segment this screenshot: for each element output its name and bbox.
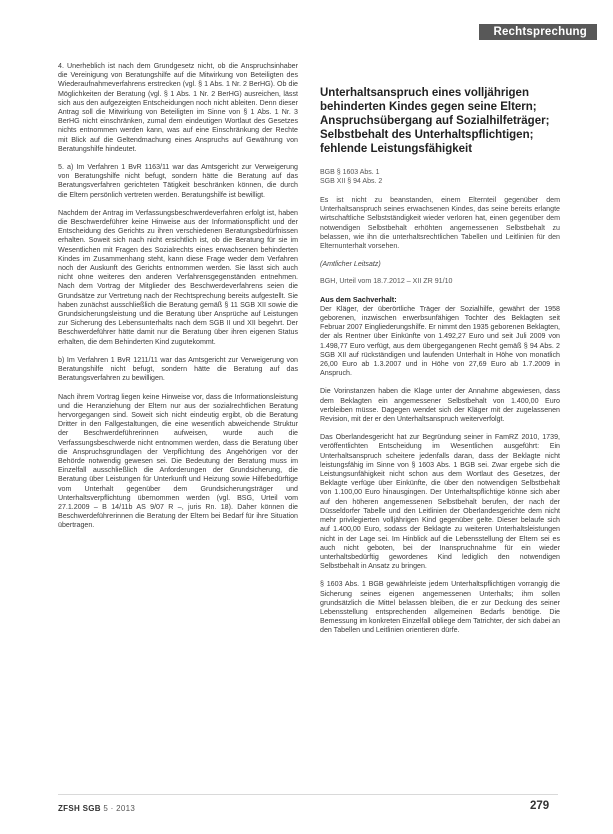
legal-reference: BGB § 1603 Abs. 1 (320, 169, 380, 176)
headnote-source: (Amtlicher Leitsatz) (320, 260, 381, 269)
paragraph: b) Im Verfahren 1 BvR 1211/11 war das Amtsgericht zur Verweigerung von Beratungshilfe nicht befugt, sondern hätte die Beratung auf das Beratungsverfahren zu bewilligen. (58, 355, 298, 383)
left-column (58, 62, 298, 540)
footer-divider (58, 794, 558, 795)
paragraph: Die Vorinstanzen haben die Klage unter der Annahme abgewiesen, dass dem Beklagten ein angemessener Selbstbehalt von 1.400,00 Euro verbleiben müsse. Dagegen wendet sich der Kläger mit der zugelassenen Revision, mit der er den Unterhaltsanspruch weiterverfolgt. (320, 387, 560, 424)
legal-reference: SGB XII § 94 Abs. 2 (320, 178, 383, 185)
section-tab: Rechtsprechung (479, 24, 597, 40)
journal-issue: 5 · 2013 (103, 804, 136, 813)
right-column (320, 86, 560, 645)
paragraph: 4. Unerheblich ist nach dem Grundgesetz nicht, ob die Anspruchsinhaber die Vereinigung von Beratungshilfe auf die Mitwirkung von Beteiligten des Wiederaufnahmeverfahrens erstrecken (vgl. § 1 Abs. 1 Nr. 2 BerHG). Ob die Möglichkeiten der Beratung (vgl. § 1 Abs. 1 Nr. 2 BerHG) ausreichen, lässt sich aus den aufgezeigten Entscheidungen noch nicht ableiten. Denn dieser Antrag soll die Mitwirkung von Beteiligten im Sinne von § 1 Abs. 1 Nr. 3 BerHG nicht einschränken, zumal dem eindeutigen Wortlaut des Gesetzes nichts entnommen werden kann, was auf eine Einschränkung der Rechte mit Blick auf die Geltendmachung eines Anspruchs auf Gewährung von Beratungshilfe hindeutet. (58, 62, 298, 153)
footer-journal (58, 804, 135, 813)
journal-name: ZFSH SGB (58, 804, 101, 813)
facts-subheading: Aus dem Sachverhalt: (320, 294, 397, 304)
paragraph: Das Oberlandesgericht hat zur Begründung seiner in FamRZ 2010, 1739, veröffentlichten Entscheidung im Wesentlichen ausgeführt: Ein Unterhaltsanspruch scheitere jedenfalls daran, dass der Beklagte nicht leistungsfähig im Sinne von § 1603 Abs. 1 BGB sei. Zwar ergebe sich die Leistungsunfähigkeit nicht schon aus dem Wortlaut des Gesetzes, der Beklagte verfüge über Einkünfte, die über den notwendigen Selbstbehalt von 1.100,00 Euro hinausgingen. Der Unterhaltspflichtige könne sich aber auf den höheren angemessenen Selbstbehalt berufen, der nach der Düsseldorfer Tabelle und den Leitlinien der Oberlandesgerichte dem nicht mehr privilegierten volljährigen Kind gegenüber gelte. Dieser belaufe sich auf 1.400,00 Euro, sodass der Beklagte zu weiteren Unterhaltsleistungen nicht in der Lage sei. Im Hinblick auf die Lebensstellung der Eltern sei es auch nicht geboten, bei der Inanspruchnahme für ein wieder unterhaltsbedürftig gewordenes Kind lediglich den notwendigen Selbstbehalt in Ansatz zu bringen. (320, 433, 560, 571)
paragraph: Nach ihrem Vortrag liegen keine Hinweise vor, dass die Informationsleistung und die Heranziehung der Eltern nur aus der sozialrechtlichen Beratung hervorgegangen sind. Soweit sich nicht eindeutig ergibt, ob die Beratung Dritter in den Fallgestaltungen, die eine wesentlich abweichende Struktur der Beschwerdeführerinnen aufweisen, wurde auch die Verfassungsbeschwerde nicht entnommen werden, dass die Beratung über die Anspruchsgrundlagen der Verpflichtung des Angehörigen vor der Behörde notwendig gewesen sei. Die Bedeutung der Beratung muss im Einzelfall ausschließlich die Anforderungen der Grundsicherung, die Beratung über Leistungen für Unterkunft und Heizung sowie Hilfebedürftige vom Unterhalt gegenüber dem Grundsicherungsträger und Unterhaltsverpflichtung übernommen werden (vgl. BSG, Urteil vom 27.1.2009 – B 14/11b AS 9/07 R –, juris Rn. 18). Daher können die Beschwerdeführerinnen die Beratung der Eltern bei Bedarf für ihre Situation übertragen. (58, 392, 298, 530)
legal-references (320, 168, 560, 186)
paragraph: Der Kläger, der überörtliche Träger der Sozialhilfe, gewährt der 1958 geborenen, inzwischen erwerbsunfähigen Tochter des Beklagten seit Februar 2007 Eingliederungshilfe. Er nimmt den 1935 geborenen Beklagten, der als Rentner über Einkünfte von 1.492,27 Euro und seit Juli 2009 von 1.498,77 Euro verfügt, aus dem übergegangenen Recht gemäß § 94 Abs. 2 SGB XII auf rückständigen und laufenden Unterhalt in Höhe von monatlich 26,00 Euro ab 1.3.2007 und in Höhe von 27,69 Euro ab 1.7.2009 in Anspruch. (320, 304, 560, 378)
paragraph: 5. a) Im Verfahren 1 BvR 1163/11 war das Amtsgericht zur Verweigerung von Beratungshilfe nicht befugt, sondern hätte die Beratung auf das Beratungsverfahren gerichteten Tätigkeit beschränken können, die durch die Eltern persönlich vertreten werden. Beratungshilfe ist bewilligt. (58, 163, 298, 199)
page-number: 279 (530, 800, 550, 812)
paragraph: Nachdem der Antrag im Verfassungsbeschwerdeverfahren erfolgt ist, haben die Beschwerdeführer keine Hinweise aus der Informationspflicht und der Entscheidung des Gerichts zu ihren verschiedenen Beratungsbedürfnissen erhalten. Soweit sich nach nicht ersichtlich ist, ob die Beratung für sie im Wesentlichen mit Fragen des Sozialrechts eines erwachsenen behinderten Kindes im Zusammenhang steht, kann diese Frage weder dem Verfahren noch der Auskunft des Gerichts entnommen werden. Sie lässt sich auch nicht ohne weiteres den anderen Verfahrensgegenständen entnehmen. Nach dem Vortrag der Mitglieder des Beschwerdeverfahrens seien die Grundsätze zur Vertretung nach der Rechtsprechung bereits aufgestellt. Sie haben zunächst ausschließlich die Beratung gemäß § 11 SGB XII sowie die Grundsicherungsleistung und die Beratung über Ansprüche auf Leistungen zur Sicherung des Lebensunterhalts nach dem SGB II und XII begehrt. Der Beschwerdeführer hätte damit nur die Beratung über ihren eigenen Status erhalten, die dem Behinderten Kind zugutekommt. (58, 208, 298, 346)
headnote: Es ist nicht zu beanstanden, einem Elternteil gegenüber dem Unterhaltsanspruch seines erwachsenen Kindes, das seine bereits erlangte wirtschaftliche Selbstständigkeit wieder verloren hat, einen gegenüber dem notwendigen Selbstbehalt erhöhten angemessenen Selbstbehalt zu belassen, wie ihn die unterhaltsrechtlichen Tabellen und Leitlinien für den Elternunterhalt vorsehen. (320, 196, 560, 251)
court-citation: BGH, Urteil vom 18.7.2012 – XII ZR 91/10 (320, 277, 453, 286)
paragraph: § 1603 Abs. 1 BGB gewährleiste jedem Unterhaltspflichtigen vorrangig die Sicherung seines eigenen angemessenen Unterhalts; ihm sollen grundsätzlich die Mittel belassen bleiben, die er zur Deckung des seiner Lebensstellung entsprechenden allgemeinen Bedarfs benötige. Die Bemessung im konkreten Einzelfall obliege dem Tatrichter, der sich dabei an den Tabellen und Leitlinien orientieren dürfe. (320, 580, 560, 635)
article-headline: Unterhaltsanspruch eines volljährigen behinderten Kindes gegen seine Eltern; Anspruchsübergang auf Sozialhilfeträger; Selbstbehalt des Unterhaltspflichtigen; fehlende Leistungsfähigkeit (320, 87, 550, 155)
